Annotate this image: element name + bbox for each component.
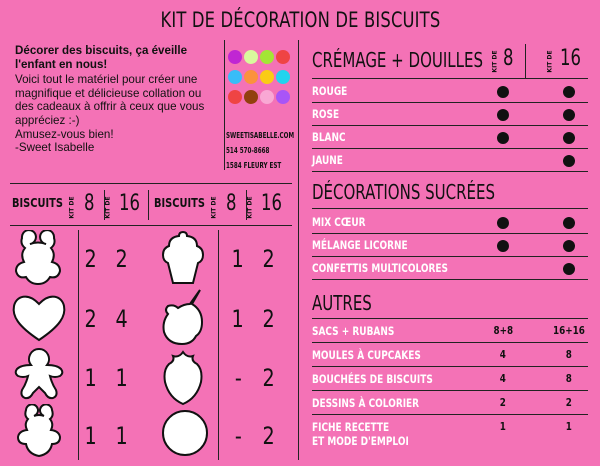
included-bullet	[563, 86, 575, 98]
palette-dot	[244, 70, 258, 84]
divider	[312, 414, 588, 415]
kit-size-8: 8	[503, 46, 514, 71]
palette-dot	[244, 50, 258, 64]
intro-enjoy: Amusez-vous bien!	[15, 127, 114, 141]
item-row: BLANC	[312, 130, 346, 144]
divider	[312, 171, 588, 172]
cookies-header-right: BISCUITS	[154, 196, 205, 210]
included-bullet	[497, 109, 509, 121]
contact-info	[226, 128, 317, 173]
cookie-count: 2	[115, 245, 129, 273]
teddy-bear-small-cookie-icon	[12, 404, 66, 460]
item-row: MOULES À CUPCAKES	[312, 348, 421, 362]
item-quantity: 2	[565, 396, 573, 409]
divider	[312, 148, 588, 149]
cookie-count: 2	[262, 305, 276, 333]
kit-size-8: 8	[84, 191, 95, 216]
included-bullet	[563, 109, 575, 121]
kit-size-16: 16	[119, 191, 140, 216]
item-row: DESSINS À COLORIER	[312, 396, 420, 410]
cookie-count: 4	[115, 305, 129, 333]
divider	[312, 125, 588, 126]
item-row: ROSE	[312, 107, 340, 121]
address: 1584 FLEURY EST	[226, 161, 282, 170]
divider	[312, 102, 588, 103]
website: SWEETISABELLE.COM	[226, 131, 295, 140]
item-quantity: 8	[565, 372, 573, 385]
item-row: SACS + RUBANS	[312, 324, 395, 338]
gingerbread-man-cookie-icon	[12, 346, 66, 402]
item-row: FICHE RECETTE ET MODE D'EMPLOI	[312, 420, 409, 448]
item-quantity: 1	[499, 420, 507, 433]
palette-dot	[260, 50, 274, 64]
kit-label: KIT DE	[546, 50, 554, 73]
cookie-count: 1	[115, 422, 129, 450]
divider	[312, 279, 588, 280]
cookies-header-left: BISCUITS	[12, 196, 63, 210]
divider	[312, 256, 588, 257]
divider	[312, 342, 588, 343]
kit-size-8: 8	[226, 191, 237, 216]
item-quantity: 4	[499, 372, 507, 385]
included-bullet	[497, 217, 509, 229]
cookie-count: 2	[262, 245, 276, 273]
divider	[148, 190, 149, 220]
included-bullet	[563, 240, 575, 252]
included-bullet	[497, 240, 509, 252]
divider	[10, 183, 292, 184]
palette-dot	[260, 90, 274, 104]
page-title: KIT DE DÉCORATION DE BISCUITS	[160, 8, 440, 32]
item-row: MIX CŒUR	[312, 215, 366, 229]
cookie-count: 2	[262, 364, 276, 392]
kit-label: KIT DE	[210, 196, 218, 219]
kit-label: KIT DE	[68, 196, 76, 219]
others-heading: AUTRES	[312, 291, 372, 315]
palette-dot	[276, 70, 290, 84]
sugar-heading: DÉCORATIONS SUCRÉES	[312, 180, 495, 204]
intro-heading: Décorer des biscuits, ça éveille l'enfant en nous!	[15, 44, 188, 71]
palette-dot	[228, 50, 242, 64]
circle-cookie-icon	[160, 408, 210, 458]
item-quantity: 2	[499, 396, 507, 409]
item-quantity: 8	[565, 348, 573, 361]
item-row: ROUGE	[312, 84, 348, 98]
cookie-count: -	[234, 364, 242, 392]
divider	[218, 230, 219, 460]
divider	[312, 318, 588, 319]
palette-dot	[244, 90, 258, 104]
item-row: BOUCHÉES DE BISCUITS	[312, 372, 433, 386]
heart-cookie-icon	[10, 290, 68, 344]
cookie-count: 2	[84, 245, 98, 273]
divider	[312, 208, 588, 209]
item-quantity: 8+8	[493, 324, 513, 337]
item-row: JAUNE	[312, 153, 343, 167]
included-bullet	[563, 132, 575, 144]
teddy-bear-cookie-icon	[10, 230, 66, 286]
kit-label: KIT DE	[246, 196, 254, 219]
item-row: CONFETTIS MULTICOLORES	[312, 261, 448, 275]
divider	[298, 40, 299, 460]
cookie-count: 1	[84, 364, 98, 392]
intro-text	[15, 44, 220, 155]
kit-label: KIT DE	[491, 50, 499, 73]
item-quantity: 4	[499, 348, 507, 361]
intro-signature: -Sweet Isabelle	[15, 141, 95, 155]
item-quantity: 1	[565, 420, 573, 433]
cookie-count: 1	[115, 364, 129, 392]
included-bullet	[563, 155, 575, 167]
included-bullet	[497, 132, 509, 144]
item-row: MÉLANGE LICORNE	[312, 238, 408, 252]
palette-dot	[228, 70, 242, 84]
cookie-count: -	[234, 422, 242, 450]
cookie-count: 1	[231, 305, 245, 333]
kit-size-16: 16	[560, 46, 581, 71]
item-quantity: 16+16	[553, 324, 585, 337]
divider	[525, 44, 526, 78]
divider	[224, 40, 225, 170]
divider	[10, 225, 292, 226]
kit-size-16: 16	[261, 191, 282, 216]
frosting-heading: CRÉMAGE + DOUILLES	[312, 48, 483, 72]
included-bullet	[563, 263, 575, 275]
cupcake-cookie-icon	[160, 230, 206, 286]
included-bullet	[497, 86, 509, 98]
divider	[312, 233, 588, 234]
cookie-count: 1	[231, 245, 245, 273]
cookie-count: 2	[84, 305, 98, 333]
phone: 514 570-8668	[226, 146, 270, 155]
included-bullet	[563, 217, 575, 229]
cookie-count: 1	[84, 422, 98, 450]
unicorn-cookie-icon	[160, 288, 208, 346]
palette-dot	[228, 90, 242, 104]
cookie-count: 2	[262, 422, 276, 450]
kit-label: KIT DE	[104, 196, 112, 219]
divider	[312, 390, 588, 391]
intro-body: Voici tout le matériel pour créer une magnifique et délicieuse collation ou des cadeaux à offrir à ceux que vous appréciez :-)	[15, 73, 205, 127]
divider	[312, 78, 588, 79]
palette-dot	[276, 50, 290, 64]
palette-dot	[260, 70, 274, 84]
strawberry-cookie-icon	[160, 348, 206, 406]
divider	[312, 366, 588, 367]
palette-dot	[276, 90, 290, 104]
